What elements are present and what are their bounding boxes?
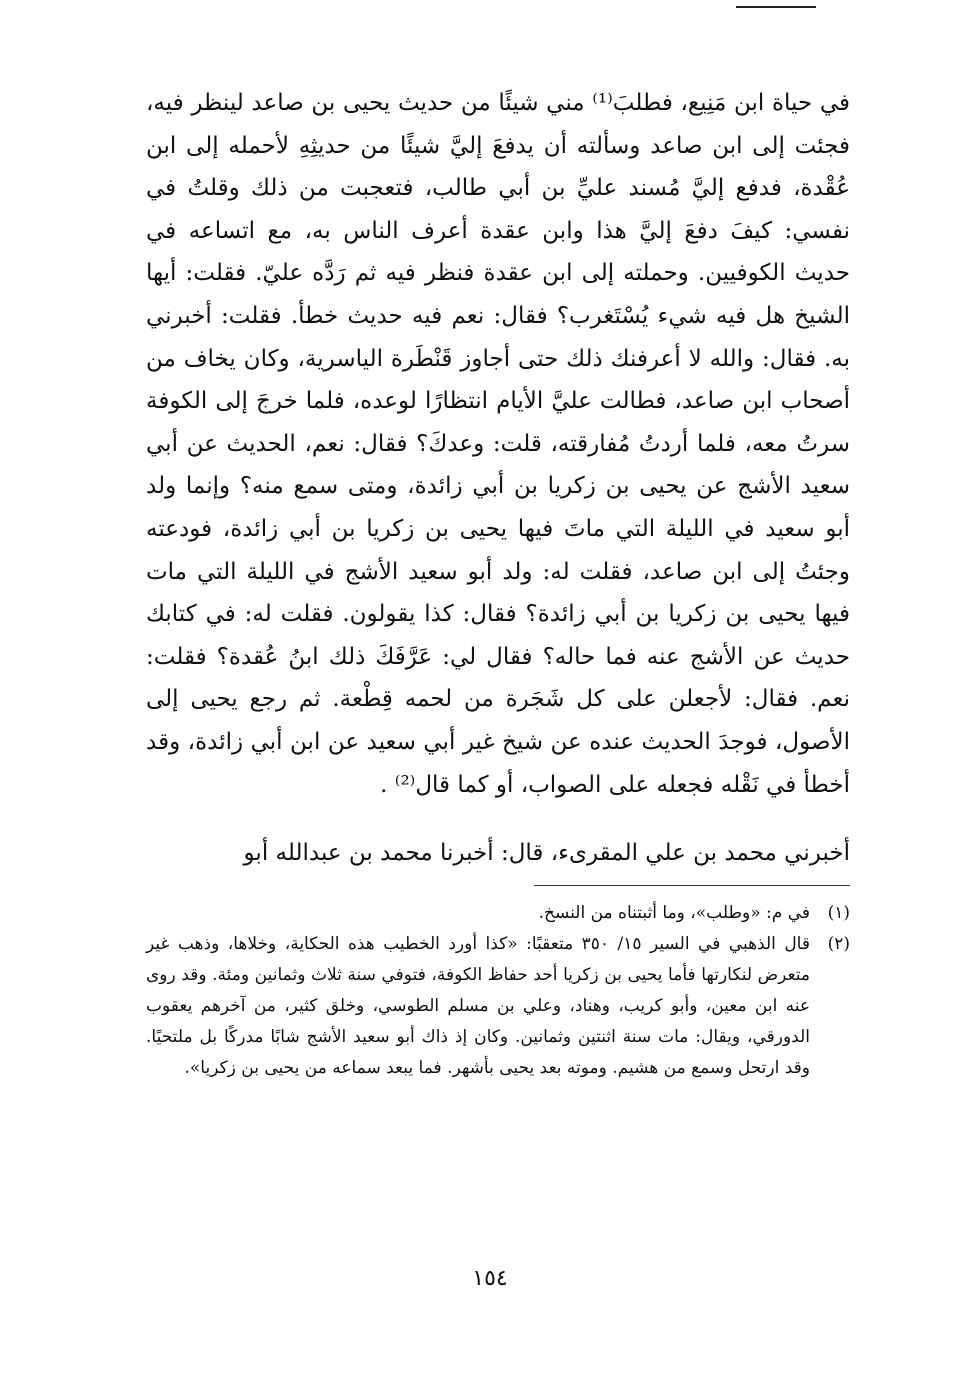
page-content: [146, 82, 850, 1084]
footnote-1-text: في م: «وطلب»، وما أثبتناه من النسخ.: [538, 902, 810, 923]
footnotes: [146, 898, 850, 1084]
main-paragraph-2: أخبرني محمد بن علي المقرىء، قال: أخبرنا محمد بن عبدالله أبو: [243, 840, 850, 867]
footnote-1-number: (١): [827, 902, 850, 923]
footnote-1: [146, 898, 850, 929]
main-paragraph-1: في حياة ابن مَنِيع، فطلبَ⁽¹⁾ مني شيئًا من حديث يحيى بن صاعد لينظر فيه، فجئت إلى ابن صاعد وسألته أن يدفعَ إليَّ شيئًا من حديثِهِ لأحمله إلى ابن عُقْدة، فدفع إليَّ مُسند عليِّ بن أبي طالب، فتعجبت من ذلك وقلتُ في نفسي: كيفَ دفعَ إليَّ هذا وابن عقدة أعرف الناس به، مع اتساعه في حديث الكوفيين. وحملته إلى ابن عقدة فنظر فيه ثم رَدَّه عليّ. فقلت: أيها الشيخ هل فيه شيء يُسْتَغرب؟ فقال: نعم فيه حديث خطأ. فقلت: أخبرني به. فقال: والله لا أعرفنك ذلك حتى أجاوز قَنْطَرة الياسرية، وكان يخاف من أصحاب ابن صاعد، فطالت عليَّ الأيام انتظارًا لوعده، فلما خرجَ إلى الكوفة سرتُ معه، فلما أردتُ مُفارقته، قلت: وعدكَ؟ فقال: نعم، الحديث عن أبي سعيد الأشج عن يحيى بن زكريا بن أبي زائدة، ومتى سمع منه؟ وإنما ولد أبو سعيد في الليلة التي ماتَ فيها يحيى بن زكريا بن أبي زائدة، فودعته وجئتُ إلى ابن صاعد، فقلت له: ولد أبو سعيد الأشج في الليلة التي مات فيها يحيى بن زكريا بن أبي زائدة؟ فقال: كذا يقولون. فقلت له: في كتابك حديث عن الأشج عنه فما حاله؟ فقال لي: عَرَّفَكَ ذلك ابنُ عُقدة؟ فقلت: نعم. فقال: لأجعلن على كل شَجَرة من لحمه قِطْعة. ثم رجع يحيى إلى الأصول، فوجدَ الحديث عنده عن شيخ غير أبي سعيد عن ابن أبي زائدة، وقد أخطأ في نَقْله فجعله على الصواب، أو كما قال⁽²⁾ .: [146, 90, 851, 798]
footnote-2-number: (٢): [827, 933, 850, 954]
footnote-2: [146, 929, 850, 1084]
footnote-separator: [534, 885, 850, 886]
footnote-2-text: قال الذهبي في السير ١٥/ ٣٥٠ متعقبًا: «كذا أورد الخطيب هذه الحكاية، وخلاها، وذهب غير متعرض لنكارتها فأما يحيى بن زكريا أحد حفاظ الكوفة، فتوفي سنة ثلاث وثمانين ومئة. وقد روى عنه ابن معين، وأبو كريب، وهناد، وعلي بن مسلم الطوسي، وخلق كثير، من آخرهم يعقوب الدورقي، ويقال: مات سنة اثنتين وثمانين. وكان إذ ذاك أبو سعيد الأشج شابًا مدركًا بل ملتحيًا. وقد ارتحل وسمع من هشيم. وموته بعد يحيى بأشهر. فما يبعد سماعه من يحيى بن زكريا».: [146, 933, 810, 1078]
top-rule: [736, 6, 816, 8]
page-number: ١٥٤: [472, 1266, 508, 1291]
